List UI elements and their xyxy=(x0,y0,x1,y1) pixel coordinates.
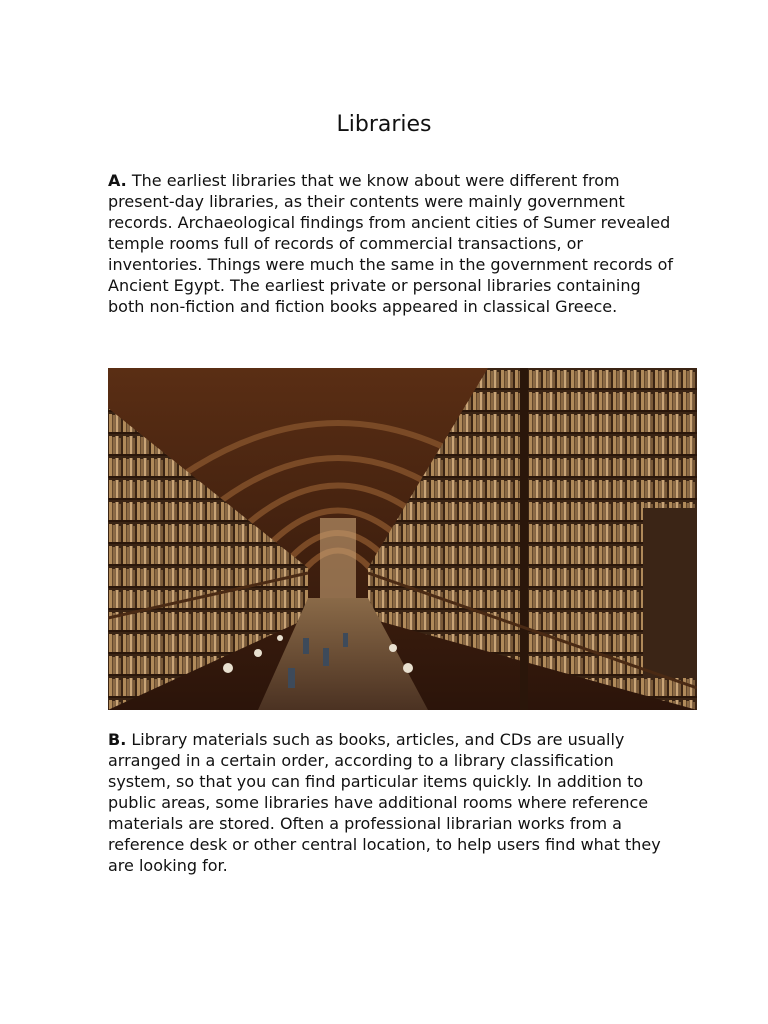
paragraph-b xyxy=(108,729,676,876)
paragraph-a xyxy=(108,170,676,317)
paragraph-b-text: Library materials such as books, articles, and CDs are usually arranged in a certain order, according to a library classification system, so that you can find particular items quickly. In addition to public areas, some libraries have additional rooms where reference materials are stored. Often a professional librarian works from a reference desk or other central location, to help users find what they are looking for. xyxy=(108,730,661,875)
library-hall-photo xyxy=(108,368,697,710)
paragraph-b-label: B. xyxy=(108,730,127,749)
paragraph-a-text: The earliest libraries that we know about were different from present-day libraries, as their contents were mainly government records. Archaeological findings from ancient cities of Sumer revealed temple rooms full of records of commercial transactions, or inventories. Things were much the same in the government records of Ancient Egypt. The earliest private or personal libraries containing both non-fiction and fiction books appeared in classical Greece. xyxy=(108,171,673,316)
page-title: Libraries xyxy=(336,112,432,137)
paragraph-a-label: A. xyxy=(108,171,127,190)
